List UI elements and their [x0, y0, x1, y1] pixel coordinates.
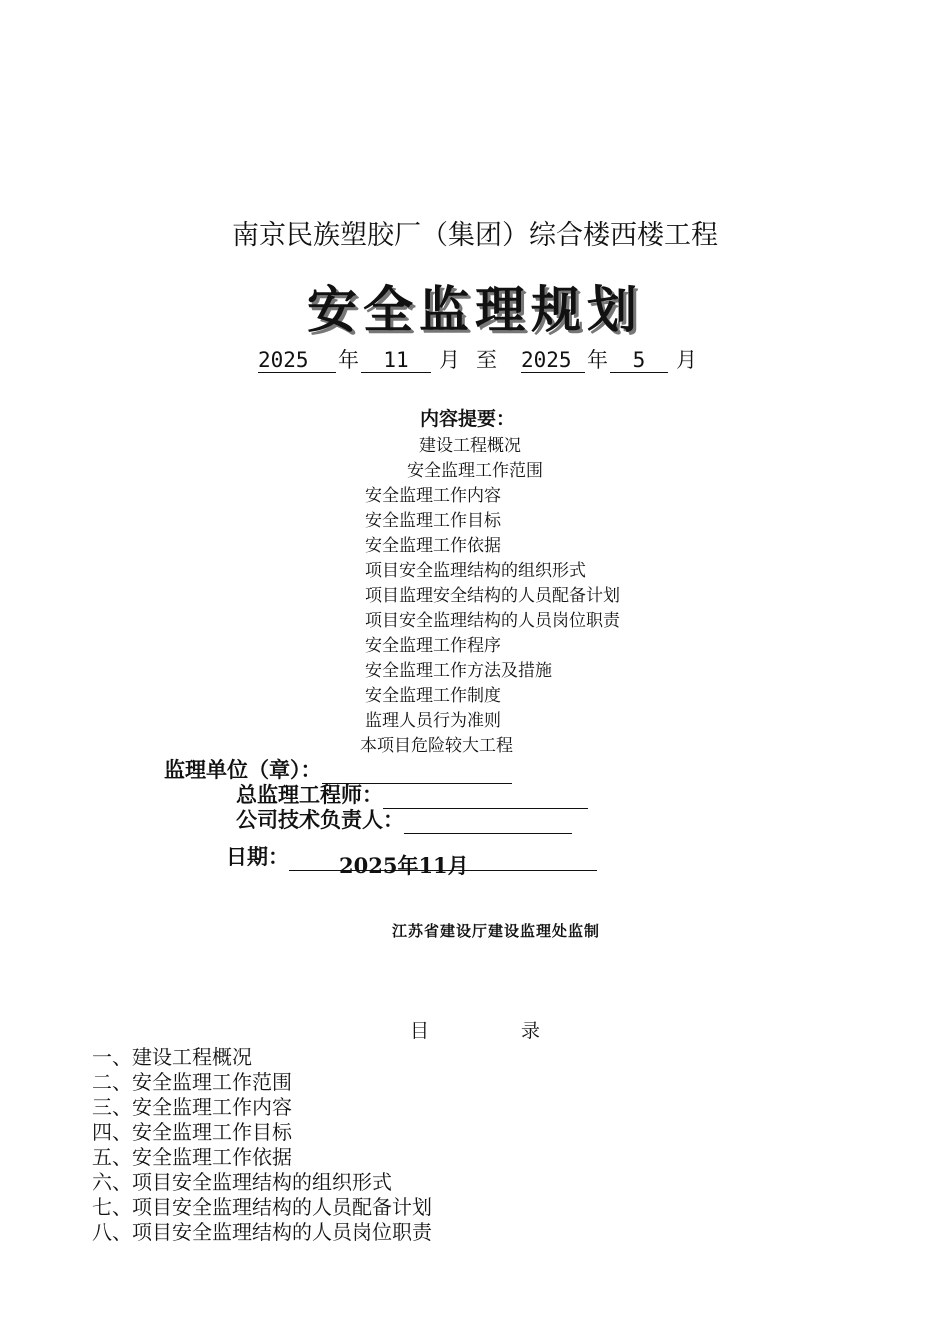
date-value-line: [289, 850, 597, 878]
tech-lead-blank: [404, 813, 572, 834]
summary-item: 安全监理工作制度: [365, 686, 501, 706]
date-value: 2025年11月: [339, 853, 469, 878]
date-row: [226, 841, 597, 878]
toc-item: 三、安全监理工作内容: [92, 1095, 292, 1119]
month-char: 月: [439, 348, 460, 372]
issuer: 江苏省建设厅建设监理处监制: [392, 922, 601, 940]
month-char: 月: [676, 348, 697, 372]
toc-item: 二、安全监理工作范围: [92, 1070, 292, 1094]
start-year: 2025: [258, 348, 336, 373]
chief-engineer-label: 总监理工程师：: [236, 782, 383, 807]
project-name: 南京民族塑胶厂（集团）综合楼西楼工程: [232, 220, 718, 251]
to-char: 至: [476, 348, 497, 372]
toc-title-left: 目: [410, 1020, 430, 1042]
summary-item: 安全监理工作方法及措施: [365, 661, 552, 681]
summary-item: 项目安全监理结构的人员岗位职责: [365, 611, 620, 631]
end-month: 5: [610, 348, 668, 373]
summary-item: 建设工程概况: [419, 436, 521, 456]
toc-title: [410, 1016, 540, 1043]
toc-item: 八、项目安全监理结构的人员岗位职责: [92, 1220, 432, 1244]
toc-item: 五、安全监理工作依据: [92, 1145, 292, 1169]
period-line: [258, 344, 705, 374]
summary-item: 安全监理工作程序: [365, 636, 501, 656]
summary-item: 项目安全监理结构的组织形式: [365, 561, 586, 581]
summary-item: 安全监理工作内容: [365, 486, 501, 506]
document-title: 安全监理规划: [307, 281, 643, 339]
tech-lead-row: [236, 804, 572, 834]
toc-item: 七、项目安全监理结构的人员配备计划: [92, 1195, 432, 1219]
summary-item: 安全监理工作目标: [365, 511, 501, 531]
end-year: 2025: [521, 348, 585, 373]
summary-item: 安全监理工作范围: [407, 461, 543, 481]
summary-item: 项目监理安全结构的人员配备计划: [365, 586, 620, 606]
year-char: 年: [587, 348, 608, 372]
start-month: 11: [361, 348, 431, 373]
summary-item: 本项目危险较大工程: [360, 736, 513, 756]
summary-title: 内容提要：: [420, 408, 516, 430]
date-label: 日期：: [226, 844, 289, 869]
summary-item: 安全监理工作依据: [365, 536, 501, 556]
tech-lead-label: 公司技术负责人：: [236, 807, 404, 832]
toc-item: 一、建设工程概况: [92, 1045, 252, 1069]
toc-item: 四、安全监理工作目标: [92, 1120, 292, 1144]
supervision-unit-label: 监理单位（章）：: [164, 757, 322, 782]
toc-item: 六、项目安全监理结构的组织形式: [92, 1170, 392, 1194]
summary-item: 监理人员行为准则: [365, 711, 501, 731]
year-char: 年: [338, 348, 359, 372]
toc-title-right: 录: [521, 1020, 541, 1042]
